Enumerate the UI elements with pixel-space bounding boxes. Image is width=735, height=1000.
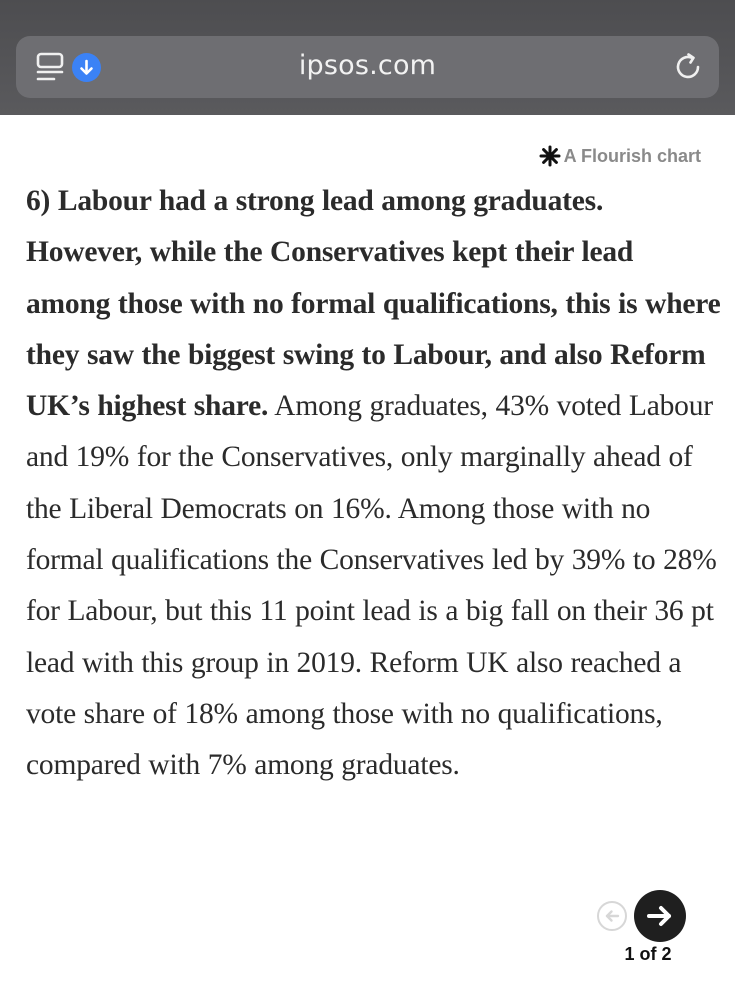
flourish-credit-link[interactable] (539, 145, 701, 167)
arrow-right-icon (634, 890, 686, 942)
reload-icon[interactable] (673, 52, 703, 82)
browser-toolbar (0, 0, 735, 115)
url-text[interactable]: ipsos.com (298, 50, 437, 81)
address-bar[interactable] (16, 36, 719, 98)
next-page-button[interactable] (634, 890, 686, 942)
arrow-left-icon (599, 903, 625, 929)
page-indicator: 1 of 2 (624, 944, 672, 964)
article-body: Among graduates, 43% voted Labour and 19% for the Conservatives, only marginally ahead of the Liberal Democrats on 16%. Among those with no formal qualifications the Conservatives led by 39% to 28% for Labour, but this 11 point lead is a big fall on their 36 pt lead with this group in 2019. Reform UK also reached a vote share of 18% among those with no qualifications, compared with 7% among graduates. (26, 390, 717, 782)
prev-page-button[interactable] (597, 901, 627, 931)
chart-pager (595, 890, 695, 970)
article-lead: 6) Labour had a strong lead among graduates. However, while the Conservatives kept their lead among those with no formal qualifications, this is where they saw the biggest swing to Labour, and also Reform UK’s highest share. (26, 185, 721, 423)
flourish-credit-text: A Flourish chart (563, 145, 701, 166)
flourish-asterisk-icon (539, 145, 561, 167)
article-text (26, 176, 721, 792)
